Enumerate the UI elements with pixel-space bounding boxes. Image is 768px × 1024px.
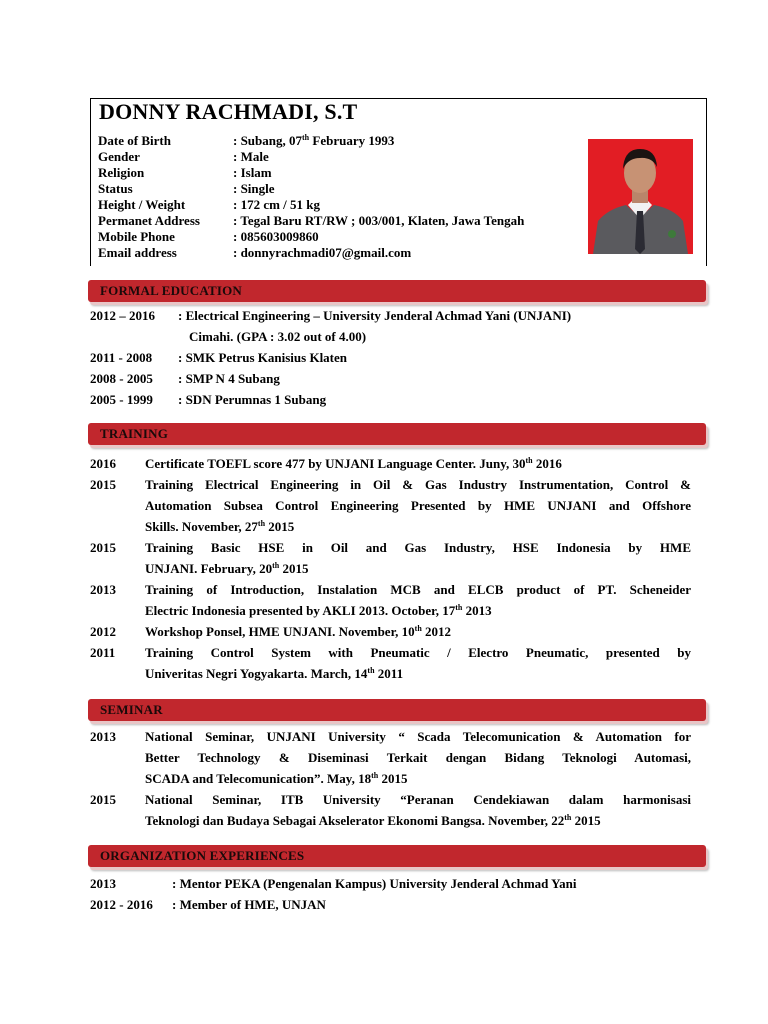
training-line: Training of Introduction, Instalation MCB and ELCB product of PT. Scheneider	[145, 582, 691, 597]
section-organization	[88, 845, 706, 867]
seminar-year: 2013	[90, 729, 116, 744]
training-year: 2011	[90, 645, 116, 660]
profile-header	[90, 98, 707, 266]
training-year: 2015	[90, 477, 116, 492]
seminar-line: SCADA and Telecomunication”. May, 18th 2015	[145, 771, 408, 786]
seminar-year: 2015	[90, 792, 116, 807]
training-line: Training Electrical Engineering in Oil & Gas Industry Instrumentation, Control &	[145, 477, 691, 492]
section-seminar	[88, 699, 706, 721]
training-year: 2012	[90, 624, 116, 639]
education-item: 2011 - 2008 : SMK Petrus Kanisius Klaten	[90, 350, 348, 365]
info-row-email: Email address : donnyrachmadi07@gmail.com	[98, 245, 412, 260]
education-item-continuation: Cimahi. (GPA : 3.02 out of 4.00)	[189, 329, 367, 344]
profile-photo	[588, 139, 693, 254]
seminar-line: National Seminar, UNJANI University “ Scada Telecomunication & Automation for	[145, 729, 691, 744]
training-line: Electric Indonesia presented by AKLI 2013. October, 17th 2013	[145, 603, 492, 618]
training-year: 2015	[90, 540, 116, 555]
section-formal-education	[88, 280, 706, 302]
education-item: 2008 - 2005 : SMP N 4 Subang	[90, 371, 280, 386]
organization-item: 2013 : Mentor PEKA (Pengenalan Kampus) University Jenderal Achmad Yani	[90, 876, 577, 891]
training-line: UNJANI. February, 20th 2015	[145, 561, 309, 576]
organization-item: 2012 - 2016 : Member of HME, UNJAN	[90, 897, 326, 912]
section-title: TRAINING	[100, 426, 169, 441]
training-line: Certificate TOEFL score 477 by UNJANI Language Center. Juny, 30th 2016	[145, 456, 562, 471]
info-row-status: Status : Single	[98, 181, 275, 196]
training-line: Workshop Ponsel, HME UNJANI. November, 10th 2012	[145, 624, 452, 639]
seminar-line: National Seminar, ITB University “Peranan Cendekiawan dalam harmonisasi	[145, 792, 691, 807]
info-row-phone: Mobile Phone : 085603009860	[98, 229, 319, 244]
info-row-height-weight: Height / Weight : 172 cm / 51 kg	[98, 197, 321, 212]
education-item: 2012 – 2016 : Electrical Engineering – University Jenderal Achmad Yani (UNJANI)	[90, 308, 572, 323]
person-name: DONNY RACHMADI, S.T	[99, 99, 358, 124]
training-year: 2013	[90, 582, 116, 597]
training-year: 2016	[90, 456, 116, 471]
training-line: Skills. November, 27th 2015	[145, 519, 295, 534]
section-title: FORMAL EDUCATION	[100, 283, 242, 298]
training-line: Training Basic HSE in Oil and Gas Industry, HSE Indonesia by HME	[145, 540, 691, 555]
section-training	[88, 423, 706, 445]
seminar-line: Teknologi dan Budaya Sebagai Akselerator Ekonomi Bangsa. November, 22th 2015	[145, 813, 601, 828]
section-title: ORGANIZATION EXPERIENCES	[100, 848, 305, 863]
training-line: Training Control System with Pneumatic / Electro Pneumatic, presented by	[145, 645, 691, 660]
info-row-dob: Date of Birth : Subang, 07th February 1993	[98, 133, 395, 148]
info-row-address: Permanet Address : Tegal Baru RT/RW ; 003/001, Klaten, Jawa Tengah	[98, 213, 525, 228]
education-item: 2005 - 1999 : SDN Perumnas 1 Subang	[90, 392, 327, 407]
info-row-gender: Gender : Male	[98, 149, 269, 164]
seminar-line: Better Technology & Diseminasi Terkait dengan Bidang Teknologi Automasi,	[145, 750, 691, 765]
info-row-religion: Religion : Islam	[98, 165, 272, 180]
section-title: SEMINAR	[100, 702, 163, 717]
training-line: Automation Subsea Control Engineering Presented by HME UNJANI and Offshore	[145, 498, 691, 513]
training-line: Univeritas Negri Yogyakarta. March, 14th 2011	[145, 666, 404, 681]
